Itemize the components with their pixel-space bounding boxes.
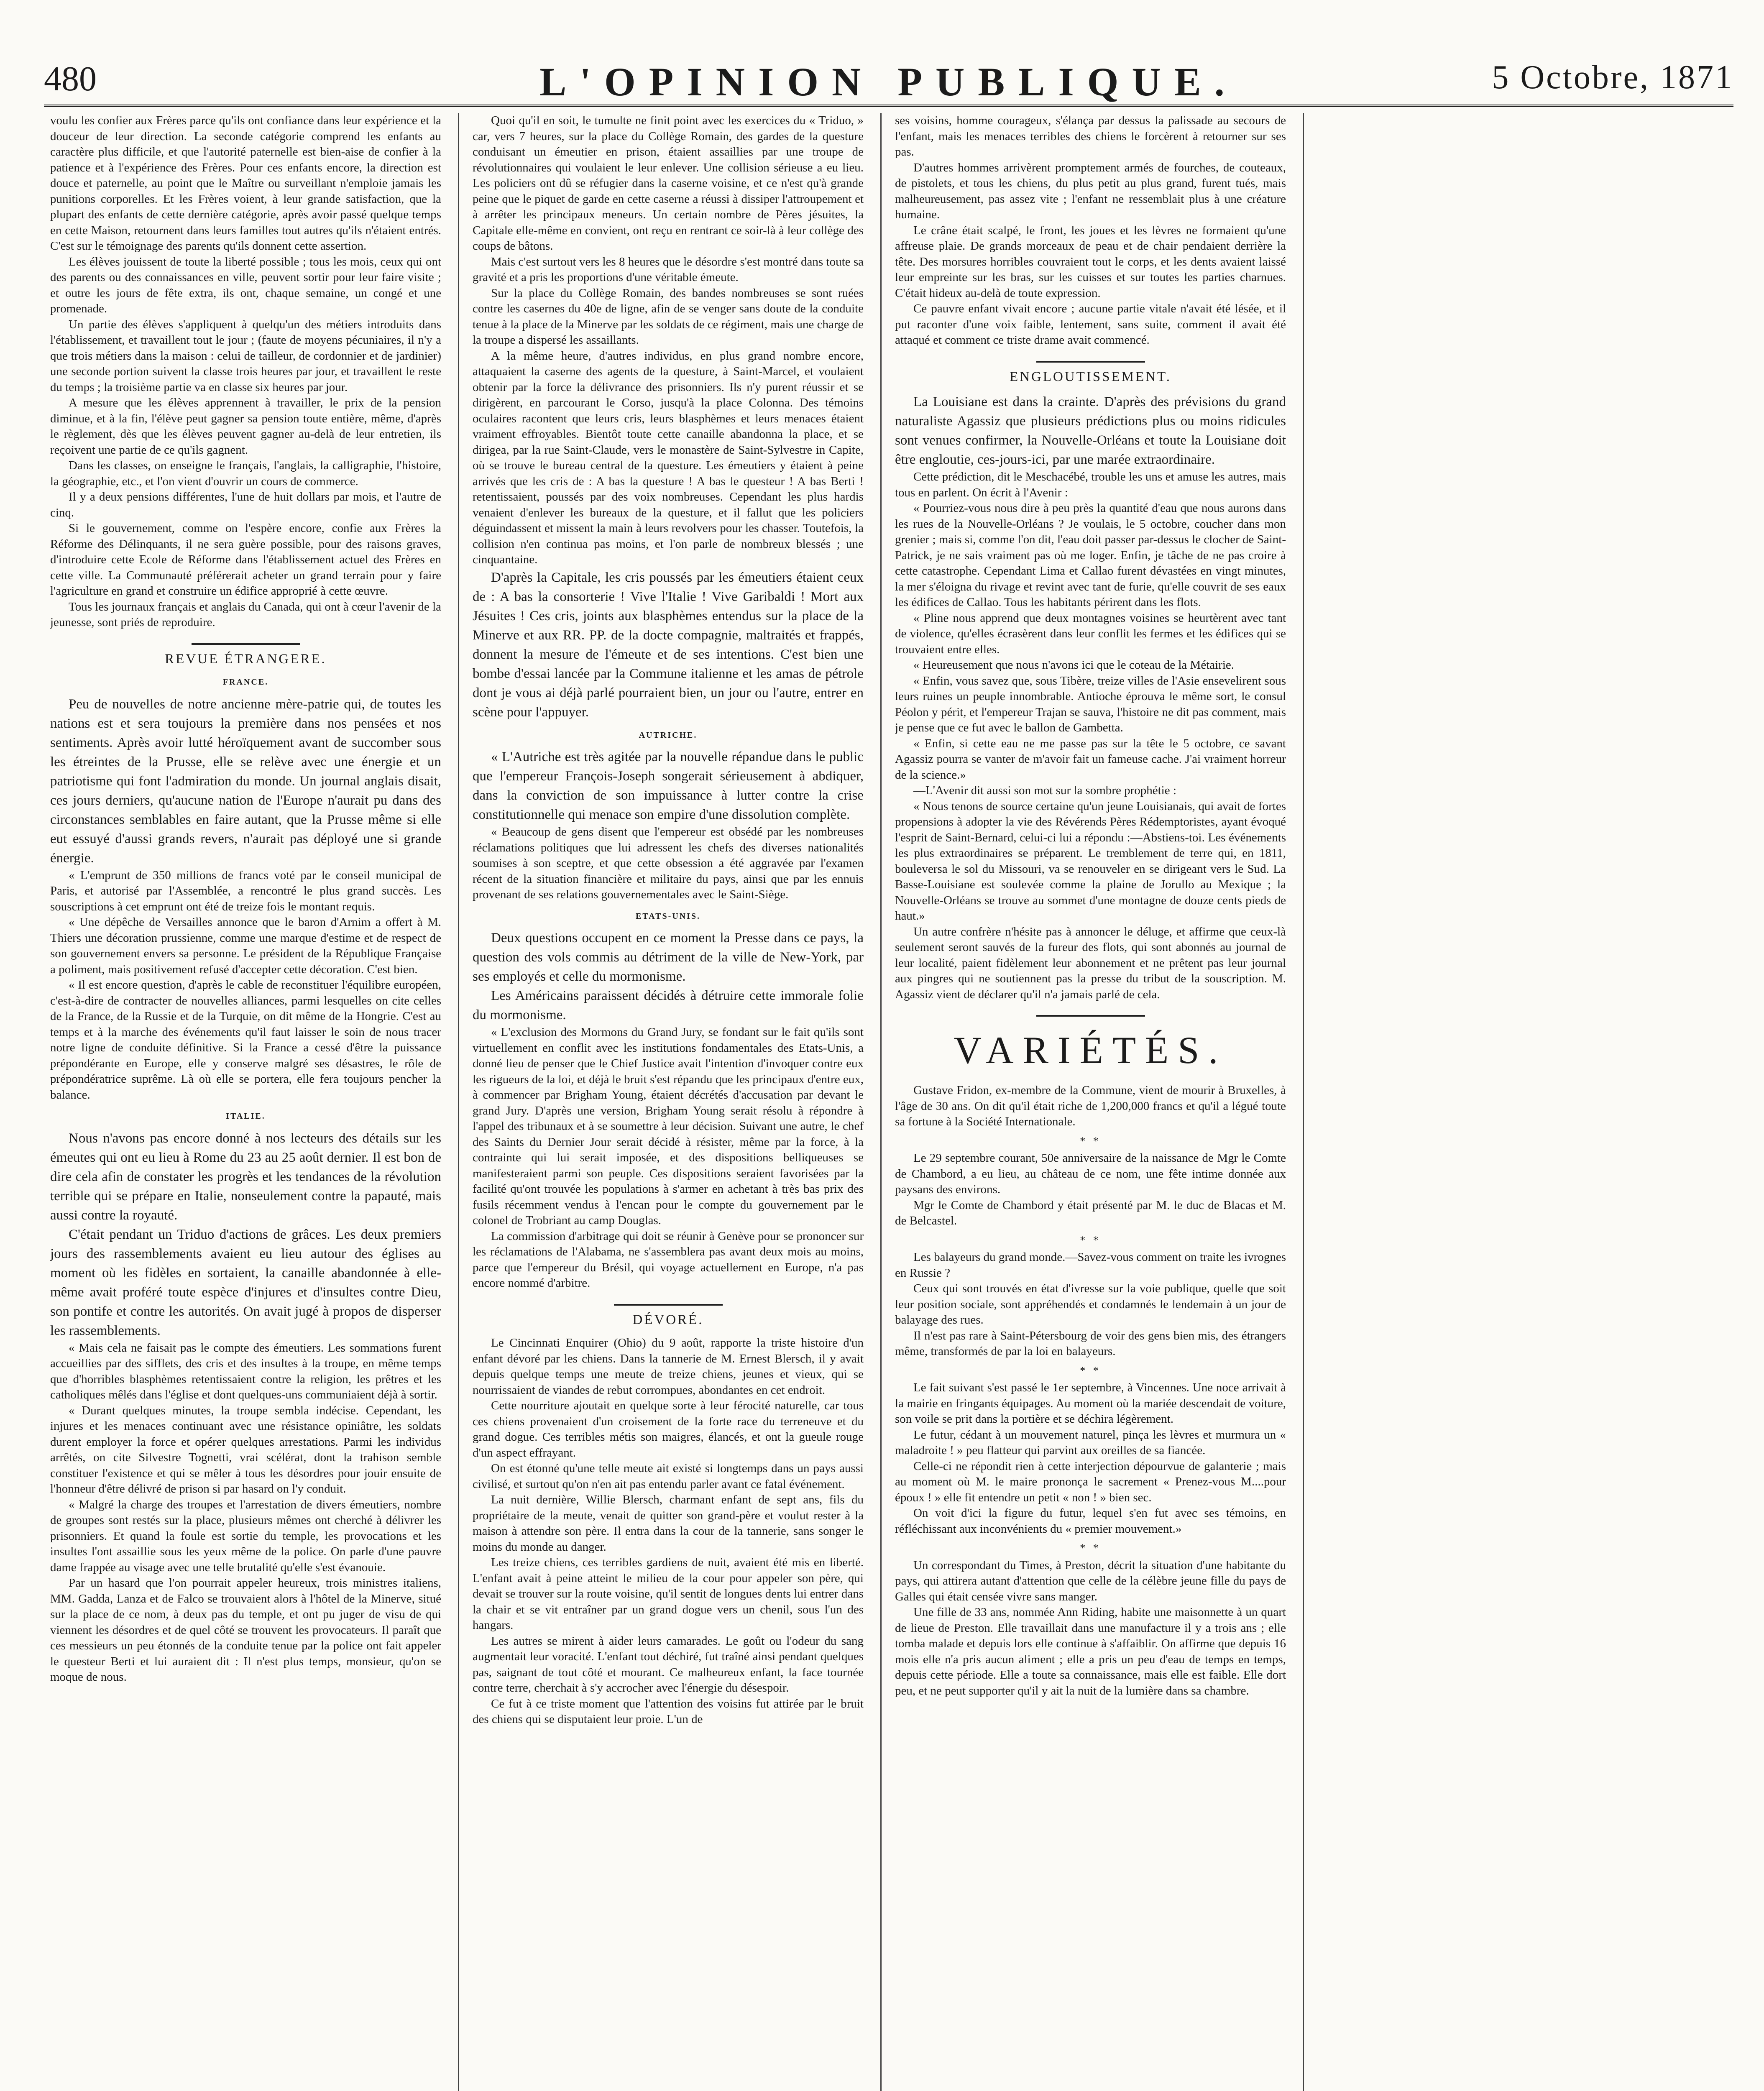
- paragraph: « Il est encore question, d'après le cable de reconstituer l'équilibre européen, c'est-à-dire de contracter de nouvelles alliances, parmi lesquelles on cite celles de la France, de la Russie et de la Turquie, on dit même de la Hongrie. C'est au temps et à la marche des événements qu'il faut laisser le soin de nous tracer notre ligne de conduite définitive. Si la France a cessé d'être la puissance prépondérante en Europe, elle y conserve malgré ses désastres, le rôle de prépondératrice suprême. Là où elle se portera, elle fera toujours pencher la balance.: [50, 978, 441, 1102]
- paragraph: « Malgré la charge des troupes et l'arrestation de divers émeutiers, nombre de groupes sont restés sur la place, plusieurs mêmes ont cherché à délivrer les prisonniers. Et quand la foule est sortie du temple, les provocations et les insultes l'ont assaillie sous les yeux même de la police. On parle d'une pauvre dame frappée au visage avec une telle brutalité qu'elle s'est évanouie.: [50, 1498, 441, 1574]
- paragraph: Les élèves jouissent de toute la liberté possible ; tous les mois, ceux qui ont des parents ou des connaissances en ville, peuvent sortir pour leur faire visite ; et outre les jours de fête extra, ils ont, chaque semaine, un congé et une promenade.: [50, 255, 441, 315]
- paragraph: Le crâne était scalpé, le front, les joues et les lèvres ne formaient qu'une affreuse plaie. De grands morceaux de peau et de chair pendaient derrière la tête. Des morsures horribles couvraient tout le corps, et les dents avaient laissé leur empreinte sur les bras, sur les cuisses et sur toutes les parties charnues. C'était hideux au-delà de toute expression.: [895, 223, 1286, 300]
- paragraph: Une fille de 33 ans, nommée Ann Riding, habite une maisonnette à un quart de lieue de Preston. Elle travaillait dans une manufacture il y a trois ans ; elle tomba malade et depuis lors elle continue à s'affaiblir. On affirme que depuis 16 mois elle n'a pris aucun aliment ; elle a pris un peu d'eau de temps en temps, depuis cette période. Elle a toute sa connaissance, mais elle est faible. Elle dort peu, et ne peut supporter qu'il y ait la nuit de la lumière dans sa chambre.: [895, 1605, 1286, 1697]
- paragraph: Un autre confrère n'hésite pas à annoncer le déluge, et affirme que ceux-là seulement seront sauvés de la fureur des flots, qui sont abonnés au journal de leur localité, paient fidèlement leur abonnement et ne prêtent pas leur journal aux pingres qui ne soutiennent pas la presse du tribut de la souscription. M. Agassiz vient de déclarer qu'il n'a jamais parlé de cela.: [895, 925, 1286, 1001]
- asterism: * *: [1080, 1364, 1101, 1377]
- paragraph: « Durant quelques minutes, la troupe sembla indécise. Cependant, les injures et les menaces continuant avec une résistance opiniâtre, les soldats durent employer la force et opérer quelques arrestations. Parmi les individus arrêtés, on cite Silvestre Tognetti, vrai scélérat, dont la trahison semble constituer l'existence et qui se mêler à tous les désordres pour jouir ensuite de l'honneur d'être délivré de prison si par hasard on l'y conduit.: [50, 1403, 441, 1495]
- paragraph: Il y a deux pensions différentes, l'une de huit dollars par mois, et l'autre de cinq.: [50, 490, 441, 519]
- asterism: * *: [1080, 1542, 1101, 1554]
- paragraph: Cette prédiction, dit le Meschacébé, trouble les uns et amuse les autres, mais tous en parlent. On écrit à l'Avenir :: [895, 470, 1286, 499]
- paragraph: « Enfin, vous savez que, sous Tibère, treize villes de l'Asie ensevelirent sous leurs ruines un peuple innombrable. Antioche éprouva le même sort, le consul Péolon y périt, et l'empereur Trajan se sauva, l'histoire ne dit pas comment, mais je pense que ce fut avec le ballon de Gambetta.: [895, 674, 1286, 734]
- paragraph: « Heureusement que nous n'avons ici que le coteau de la Métairie.: [913, 658, 1235, 672]
- paragraph: Quoi qu'il en soit, le tumulte ne finit point avec les exercices du « Triduo, » car, vers 7 heures, sur la place du Collège Romain, des gardes de la questure conduisant un émeutier en prison, étaient assaillies par une troupe de révolutionnaires qui voulaient le leur enlever. Une collision sérieuse a eu lieu. Les policiers ont dû se réfugier dans la caserne voisine, et ce n'est qu'à grande peine que le piquet de garde en cette caserne a réussi à dissiper l'attroupement et à arrêter les principaux meneurs. Un certain nombre de Pères jésuites, la Capitale elle-même en convient, ont reçu en rentrant ce soir-là à leur collège des coups de bâtons.: [473, 114, 864, 253]
- masthead: [44, 59, 1733, 107]
- subheading-autriche: AUTRICHE.: [639, 730, 698, 740]
- paragraph: « Pline nous apprend que deux montagnes voisines se heurtèrent avec tant de violence, qu'elles écrasèrent dans leur conflit les fermes et les édifices qui se trouvaient entre elles.: [895, 611, 1286, 656]
- paragraph: Gustave Fridon, ex-membre de la Commune, vient de mourir à Bruxelles, à l'âge de 30 ans. On dit qu'il était riche de 1,200,000 francs et qu'il a légué toute sa fortune à la Société Internationale.: [895, 1084, 1286, 1128]
- paragraph: Par un hasard que l'on pourrait appeler heureux, trois ministres italiens, MM. Gadda, Lanza et de Falco se trouvaient alors à l'hôtel de la Minerve, situé sur la place de ce nom, à deux pas du temple, et ont pu juger de visu de qui viennent les désordres et de quel côté se trouvent les provocateurs. Il paraît que ces messieurs un peu étonnés de la conduite tenue par la police ont fait appeler le questeur Berti et lui auraient dit : Il n'est plus temps, monsieur, qu'on se moque de nous.: [50, 1576, 441, 1684]
- paragraph: C'était pendant un Triduo d'actions de grâces. Les deux premiers jours des rassemblements avaient eu lieu autour des églises au moment où les fidèles en sortaient, la canaille abandonnée à elle-même avait proféré toute espèce d'injures et d'insultes contre Dieu, son pontife et contre les autorités. On avait jugé à propos de disperser les rassemblements.: [50, 1227, 441, 1338]
- paragraph: A la même heure, d'autres individus, en plus grand nombre encore, attaquaient la caserne des agents de la questure, à Saint-Marcel, et voulaient obtenir par la force la délivrance des prisonniers. Ils n'y purent réussir et se dirigèrent, en parcourant le Corso, jusqu'à la place Colonna. Des témoins oculaires racontent que leurs cris, leurs blasphèmes et leurs menaces étaient vraiment effroyables. Bientôt toute cette canaille abandonna la place, et se dirigea, par la rue Saint-Claude, vers le monastère de Saint-Sylvestre in Capite, où se trouve le bureau central de la questure. Les émeutiers y étaient à peine arrivés que les cris de : A bas la questure ! A bas le questeur ! A bas Berti ! retentissaient, poussés par des voix nombreuses. Cependant les plus hardis venaient d'enlever les bureaux de la questure, et il fallut que les policiers déguindassent et missent la main à leurs revolvers pour les chasser. Toutefois, la collision n'en continua pas moins, et l'on parle de nombreux blessés ; une cinquantaine.: [473, 349, 864, 566]
- asterism: * *: [1080, 1135, 1101, 1147]
- section-divider: [614, 1304, 723, 1306]
- paragraph: A mesure que les élèves apprennent à travailler, le prix de la pension diminue, et à la fin, l'élève peut gagner sa pension toute entière, même, d'après le règlement, dès que les élèves peuvent gagner au-delà de leur entretien, ils reçoivent une partie de ce qu'ils gagnent.: [50, 396, 441, 457]
- paragraph: « Enfin, si cette eau ne me passe pas sur la tête le 5 octobre, ce savant Agassiz pourra se vanter de m'avoir fait un fameuse cache. J'ai vraiment horreur de la science.»: [895, 736, 1286, 782]
- paragraph: « Beaucoup de gens disent que l'empereur est obsédé par les nombreuses réclamations politiques que lui adressent les chefs des diverses nationalités soumises à son sceptre, et que cette obsession a été aggravée par l'examen récent de la situation financière et militaire du pays, ainsi que par les ennuis provenant de ses relations gouvernementales avec le Saint-Siège.: [473, 825, 864, 901]
- paragraph: —L'Avenir dit aussi son mot sur la sombre prophétie :: [913, 784, 1176, 797]
- subheading-italie: ITALIE.: [226, 1112, 266, 1121]
- paragraph: Les Américains paraissent décidés à détruire cette immorale folie du mormonisme.: [473, 988, 864, 1022]
- paragraph: Le 29 septembre courant, 50e anniversaire de la naissance de Mgr le Comte de Chambord, a eu lieu, au château de ce nom, une fête intime donnée aux paysans des environs.: [895, 1151, 1286, 1196]
- paragraph: Ce pauvre enfant vivait encore ; aucune partie vitale n'avait été lésée, et il put raconter d'une voix faible, lentement, sans suite, comment il avait été attaqué et comment ce triste drame avait commencé.: [895, 302, 1286, 347]
- paragraph: « Une dépêche de Versailles annonce que le baron d'Arnim a offert à M. Thiers une décoration prussienne, comme une marque d'estime et de respect de son gouvernement envers sa personne. Le président de la République Française a poliment, mais positivement refusé d'accepter cette décoration. C'est bien.: [50, 915, 441, 976]
- section-divider: [1036, 1015, 1145, 1017]
- column-1: [50, 113, 441, 2091]
- paragraph: « Mais cela ne faisait pas le compte des émeutiers. Les sommations furent accueillies par des sifflets, des cris et des insultes à la troupe, en même temps que d'horribles blasphèmes retentissaient contre la religion, les prêtres et les catholiques mêlés dans l'église et dont quelques-uns communiaient déjà à sortir.: [50, 1341, 441, 1401]
- paragraph: « L'emprunt de 350 millions de francs voté par le conseil municipal de Paris, et autorisé par l'Assemblée, a rencontré le plus grand succès. Les souscriptions à cet emprunt ont été de treize fois le montant requis.: [50, 868, 441, 913]
- paragraph: Si le gouvernement, comme on l'espère encore, confie aux Frères la Réforme des Délinquants, il ne sera guère possible, pour des raisons graves, d'introduire cette Ecole de Réforme dans l'établissement actuel des Frères en cette ville. La Communauté préférerait acheter un grand terrain pour y faire l'agriculture en grand et construire un édifice approprié à cette œuvre.: [50, 521, 441, 598]
- paragraph: Le futur, cédant à un mouvement naturel, pinça les lèvres et murmura un « maladroite ! » peu flatteur qui parvint aux oreilles de sa fiancée.: [895, 1428, 1286, 1457]
- section-divider: [192, 643, 300, 645]
- paragraph: Il n'est pas rare à Saint-Pétersbourg de voir des gens bien mis, des étrangers même, transformés de par la loi en balayeurs.: [895, 1329, 1286, 1358]
- paragraph: Dans les classes, on enseigne le français, l'anglais, la calligraphie, l'histoire, la géographie, etc., et l'on vient d'ouvrir un cours de commerce.: [50, 459, 441, 488]
- paragraph: D'autres hommes arrivèrent promptement armés de fourches, de couteaux, de pistolets, et tous les chiens, du plus petit au plus grand, furent tués, mais malheureusement, pas assez vite ; l'enfant ne ressemblait plus à une créature humaine.: [895, 161, 1286, 221]
- paragraph: Mais c'est surtout vers les 8 heures que le désordre s'est montré dans toute sa gravité et a pris les proportions d'une véritable émeute.: [473, 255, 864, 284]
- section-heading-devore: DÉVORÉ.: [632, 1312, 704, 1327]
- paragraph: Mgr le Comte de Chambord y était présenté par M. le duc de Blacas et M. de Belcastel.: [895, 1198, 1286, 1227]
- subheading-etats-unis: ETATS-UNIS.: [635, 911, 701, 921]
- paragraph: Les balayeurs du grand monde.—Savez-vous comment on traite les ivrognes en Russie ?: [895, 1250, 1286, 1280]
- paragraph: Nous n'avons pas encore donné à nos lecteurs des détails sur les émeutes qui ont eu lieu à Rome du 23 au 25 août dernier. Il est bon de dire cela afin de constater les progrès et les tendances de la révolution terrible qui se prépare en Italie, nonseulement contre la papauté, mais aussi contre la royauté.: [50, 1130, 441, 1223]
- paragraph: Cette nourriture ajoutait en quelque sorte à leur férocité naturelle, car tous ces chiens provenaient d'un croisement de la forte race du terreneuve et du grand dogue. Ces terribles métis son maigres, élancés, et ont la gueule rouge d'un aspect effrayant.: [473, 1399, 864, 1460]
- column-rule: [1303, 113, 1304, 2091]
- paragraph: Ceux qui sont trouvés en état d'ivresse sur la voie publique, quelle que soit leur position sociale, sont appréhendés et condamnés le lendemain à un jour de balayage des rues.: [895, 1282, 1286, 1327]
- paragraph: Les autres se mirent à aider leurs camarades. Le goût ou l'odeur du sang augmentait leur voracité. L'enfant tout déchiré, fut traîné ainsi pendant quelques pas, saignant de tout côté et mourant. Ce malheureux enfant, la face tournée contre terre, cherchait à s'y accrocher avec l'énergie du désespoir.: [473, 1634, 864, 1695]
- section-heading-revue: REVUE ÉTRANGERE.: [165, 651, 327, 667]
- paragraph: Un correspondant du Times, à Preston, décrit la situation d'une habitante du pays, qui attirera autant d'attention que celle de la célèbre jeune fille du pays de Galles qui était censée vivre sans manger.: [895, 1558, 1286, 1603]
- paragraph: Deux questions occupent en ce moment la Presse dans ce pays, la question des vols commis au détriment de la ville de New-York, par ses employés et celle du mormonisme.: [473, 930, 864, 984]
- paragraph: ses voisins, homme courageux, s'élança par dessus la palissade au secours de l'enfant, mais les menaces terribles des chiens le forcèrent à retourner sur ses pas.: [895, 114, 1286, 158]
- paragraph: « L'exclusion des Mormons du Grand Jury, se fondant sur le fait qu'ils sont virtuellement en conflit avec les institutions fondamentales des Etats-Unis, a donné lieu de penser que le Chief Justice avait l'intention d'invoquer contre eux les rigueurs de la loi, et déjà le bruit s'est répandu que les principaux d'entre eux, à commencer par Brigham Young, étaient décrétés d'accusation par devant le grand Jury. D'après une version, Brigham Young serait résolu à répondre à l'appel des tribunaux et à se soumettre à leur décision. Suivant une autre, le chef des Saints du Dernier Jour serait décidé à résister, même par la force, à la contrainte qui lui serait imposée, et des dispositions belliqueuses se manifesteraient parmi son peuple. Ces dispositions seraient favorisées par la facilité qu'ont trouvée les populations à s'armer en achetant à très bas prix des fusils récemment vendus à l'encan pour le compte du gouvernement par le colonel de Trobriant au camp Douglas.: [473, 1025, 864, 1227]
- paragraph: « Nous tenons de source certaine qu'un jeune Louisianais, qui avait de fortes propensions à adopter la vie des Révérends Pères Rédemptoristes, ayant évoqué l'esprit de Saint-Bernard, celui-ci lui a répondu :—Abstiens-toi. Les événements les plus extraordinaires se préparent. Le tremblement de terre qui, en 1811, bouleversa le sol du Missouri, va se renouveler en se dirigeant vers le Sud. La Basse-Louisiane est soulevée comme la plaine de Jorullo au Mexique ; la Nouvelle-Orléans se trouve au sommet d'une montagne de douze cents pieds de haut.»: [895, 799, 1286, 923]
- column-rule: [880, 113, 882, 2091]
- paragraph: Sur la place du Collège Romain, des bandes nombreuses se sont ruées contre les casernes du 40e de ligne, afin de se venger sans doute de la conduite tenue à la place de la Minerve par les soldats de ce régiment, mais une charge de la troupe a dispersé les assaillants.: [473, 286, 864, 347]
- column-rule: [458, 113, 459, 2091]
- paragraph: On voit d'ici la figure du futur, lequel s'en fut avec ses témoins, en réfléchissant aux inconvénients du « premier mouvement.»: [895, 1506, 1286, 1536]
- paragraph: Un partie des élèves s'appliquent à quelqu'un des métiers introduits dans l'établissement, et travaillent tout le jour ; (faute de moyens pécuniaires, il n'y a que trois métiers dans la maison : celui de tailleur, de cordonnier et de jardinier) une seconde portion suivent la classe trois heures par jour, et travaillent le reste du temps ; la troisième partie va en classe six heures par jour.: [50, 317, 441, 394]
- paragraph: Peu de nouvelles de notre ancienne mère-patrie qui, de toutes les nations est et sera toujours la première dans nos pensées et nos sentiments. Après avoir lutté héroïquement avant de succomber sous les étreintes de la Prusse, elle se relève avec une énergie et un patriotisme qui font l'admiration du monde. Un journal anglais disait, ces jours derniers, qu'aucune nation de l'Europe n'aurait pu dans des circonstances semblables en faire autant, que la Prusse même si elle eut essuyé d'aussi grands revers, n'aurait pas déployé une si grande énergie.: [50, 696, 441, 866]
- paragraph: « Pourriez-vous nous dire à peu près la quantité d'eau que nous aurons dans les rues de la Nouvelle-Orléans ? Je voulais, le 5 octobre, coucher dans mon grenier ; mais si, comme l'on dit, l'eau doit passer par-dessus le clocher de Saint-Patrick, je ne sais vraiment pas où me loger. Enfin, je tâche de ne pas croire à cette catastrophe. Cependant Lima et Callao furent dévastées en vingt minutes, la mer s'éloigna du rivage et revint avec tant de furie, qu'elle couvrit de ses eaux les édifices de Callao. Tous les habitants périrent dans les flots.: [895, 501, 1286, 609]
- section-heading-varietes: VARIÉTÉS.: [954, 1029, 1227, 1071]
- paragraph: Ce fut à ce triste moment que l'attention des voisins fut attirée par le bruit des chiens qui se disputaient leur proie. L'un de: [473, 1697, 864, 1726]
- newspaper-title: L'OPINION PUBLIQUE.: [539, 59, 1238, 104]
- paragraph: Le fait suivant s'est passé le 1er septembre, à Vincennes. Une noce arrivait à la mairie en fringants équipages. Au moment où la mariée descendait de voiture, son voile se prit dans la portière et se déchira légèrement.: [895, 1381, 1286, 1426]
- paragraph: On est étonné qu'une telle meute ait existé si longtemps dans un pays aussi civilisé, et surtout qu'on n'en ait pas entendu parler avant ce fatal événement.: [473, 1462, 864, 1491]
- paragraph: D'après la Capitale, les cris poussés par les émeutiers étaient ceux de : A bas la consorterie ! Vive l'Italie ! Vive Garibaldi ! Mort aux Jésuites ! Ces cris, joints aux blasphèmes entendus sur la place de la Minerve et aux RR. PP. de la docte compagnie, maltraités et frappés, donnent la mesure de l'émeute et de ses intentions. C'est bien une bombe d'essai lancée par la Commune italienne et les amas de pétrole dont je vous ai déjà parlé pourraient bien, un jour ou l'autre, entrer en scène pour l'appuyer.: [473, 570, 864, 720]
- paragraph: La commission d'arbitrage qui doit se réunir à Genève pour se prononcer sur les réclamations de l'Alabama, ne s'assemblera pas avant deux mois au moins, parce que l'empereur du Brésil, qui voyage actuellement en Europe, n'a pas encore nommé d'arbitre.: [473, 1229, 864, 1290]
- paragraph: Celle-ci ne répondit rien à cette interjection dépourvue de galanterie ; mais au moment où M. le maire prononça le sacrement « Prenez-vous M....pour époux ! » elle fit entendre un petit « non ! » bien sec.: [895, 1459, 1286, 1504]
- subheading-france: FRANCE.: [222, 677, 269, 687]
- paragraph: voulu les confier aux Frères parce qu'ils ont confiance dans leur expérience et la douceur de leur direction. La seconde catégorie comprend les enfants au caractère plus difficile, et que l'autorité paternelle est bien-aise de confier à la patience et à l'expérience des Frères. Pour ces enfants encore, la direction est douce et paternelle, au point que le Maître ou surveillant n'emploie jamais les punitions corporelles. Et les Frères voient, à leur grande satisfaction, que la plupart des enfants de cette dernière catégorie, après avoir passé quelque temps en cette Maison, retournent dans leurs familles tout autres qu'ils n'étaient entrés. C'est sur le témoignage des parents qu'ils donnent cette assertion.: [50, 114, 441, 253]
- column-2: [473, 113, 864, 2091]
- issue-date: 5 Octobre, 1871: [1492, 59, 1733, 96]
- paragraph: La nuit dernière, Willie Blersch, charmant enfant de sept ans, fils du propriétaire de la meute, venait de quitter son grand-père et voulut rester à la maison à attendre son père. Il entra dans la cour de la tannerie, sans songer le moins du monde au danger.: [473, 1493, 864, 1554]
- paragraph: Le Cincinnati Enquirer (Ohio) du 9 août, rapporte la triste histoire d'un enfant dévoré par les chiens. Dans la tannerie de M. Ernest Blersch, il y avait depuis quelque temps une meute de treize chiens, jeunes et vieux, qui se nourrissaient de viandes de rebut corrompues, abondantes en cet endroit.: [473, 1336, 864, 1397]
- paragraph: Les treize chiens, ces terribles gardiens de nuit, avaient été mis en liberté. L'enfant avait à peine atteint le milieu de la cour pour appeler son père, qui devait se trouver sur la route voisine, qu'il sentit de longues dents lui entrer dans la chair et se vit entraîner par un grand dogue vers un chenil, sous l'un des hangars.: [473, 1556, 864, 1632]
- page-number: 480: [44, 59, 97, 98]
- section-divider: [1036, 361, 1145, 363]
- paragraph: « L'Autriche est très agitée par la nouvelle répandue dans le public que l'empereur François-Joseph songerait sérieusement à abdiquer, dans la conviction de son impuissance à lutter contre la crise constitutionnelle qui menace son empire d'une dissolution complète.: [473, 749, 864, 822]
- paragraph: Tous les journaux français et anglais du Canada, qui ont à cœur l'avenir de la jeunesse, sont priés de reproduire.: [50, 600, 441, 629]
- paragraph: La Louisiane est dans la crainte. D'après des prévisions du grand naturaliste Agassiz que plusieurs prédictions plus ou moins ridicules sont venues confirmer, la Nouvelle-Orléans et toute la Louisiane doit être engloutie, ces-jours-ici, par une marée extraordinaire.: [895, 394, 1286, 467]
- section-heading-engloutissement: ENGLOUTISSEMENT.: [1010, 369, 1171, 384]
- column-3: [895, 113, 1286, 2091]
- asterism: * *: [1080, 1234, 1101, 1246]
